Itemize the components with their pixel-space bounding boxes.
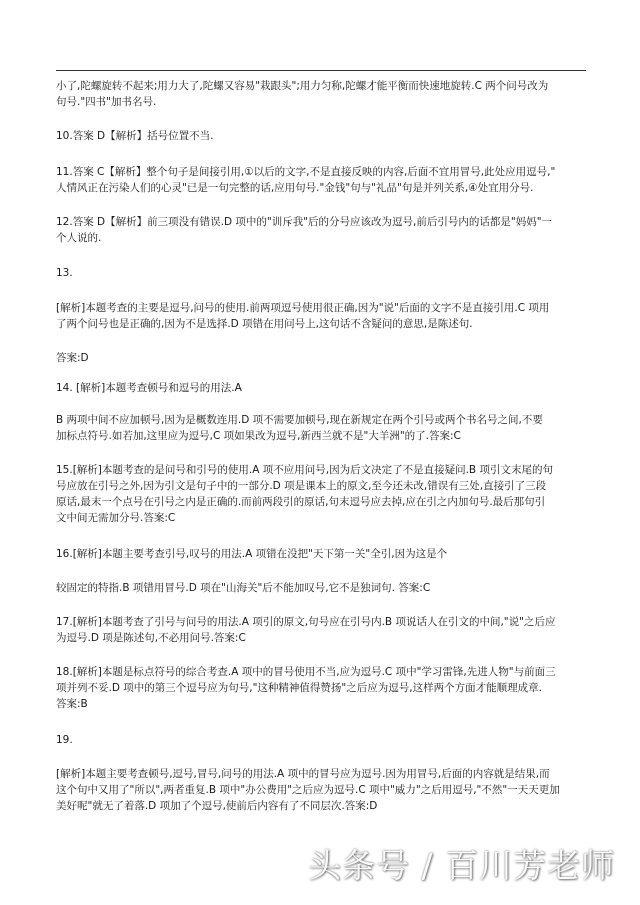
text-line: 了两个问号也是正确的,因为不是选择.D 项错在用问号上,这句话不含疑问的意思,是陈述句. <box>56 318 473 330</box>
text-line: 较固定的特指.B 项错用冒号.D 项在"山海关"后不能加叹号,它不是独词句. 答案:C <box>56 582 431 594</box>
paragraph-12 <box>56 214 586 246</box>
paragraph-19-analysis <box>56 766 586 814</box>
text-line: 小了,陀螺旋转不起来;用力大了,陀螺又容易"栽跟头";用力匀称,陀螺才能平衡而快速地旋转.C 两个问号改为 <box>56 80 549 92</box>
paragraph-16-cont <box>56 580 586 596</box>
text-line: 美好呢"就无了着落.D 项加了个逗号,使前后内容有了不同层次.答案:D <box>56 800 378 812</box>
text-line: 号应放在引号之外,因为引文是句子中的一部分.D 项是课本上的原文,至今还未改,错误有三处,直接引了三段 <box>56 480 547 492</box>
text-line: 个人说的. <box>56 232 102 244</box>
text-line: 11.答案 C【解析】整个句子是间接引用,①以后的文字,不是直接反映的内容,后面不宜用冒号,此处应用逗号," <box>56 166 556 178</box>
text-line: 17.[解析]本题考查了引号与问号的用法.A 项引的原文,句号应在引号内.B 项说话人在引文的中间,"说"之后应 <box>56 616 556 628</box>
text-line: 原话,最末一个点号在引号之内是正确的.而前两段引的原话,句末逗号应去掉,应在引之内加句号.最后那句引 <box>56 496 546 508</box>
text-line: 19. <box>56 734 73 746</box>
text-line: B 两项中间不应加顿号,因为是概数连用.D 项不需要加顿号,现在新规定在两个引号或两个书名号之间,不要 <box>56 414 543 426</box>
header-rule <box>56 70 586 71</box>
document-page <box>56 0 586 905</box>
paragraph-17 <box>56 614 586 646</box>
paragraph-13-analysis <box>56 300 586 332</box>
paragraph-13-answer <box>56 350 586 366</box>
text-line: 句号."四书"加书名号. <box>56 96 157 108</box>
paragraph-14 <box>56 380 586 396</box>
text-line: 文中间无需加分号.答案:C <box>56 512 176 524</box>
text-line: 答案:D <box>56 352 89 364</box>
watermark: 头条号 / 百川芳老师 <box>308 846 616 885</box>
text-line: 15.[解析]本题考查的是问号和引号的使用.A 项不应用问号,因为后文决定了不是直接疑问.B 项引文末尾的句 <box>56 464 553 476</box>
paragraph-11 <box>56 164 586 196</box>
paragraph-15 <box>56 462 586 526</box>
text-line: 18.[解析]本题是标点符号的综合考查.A 项中的冒号使用不当,应为逗号.C 项中"学习雷锋,先进人物"与前面三 <box>56 666 556 678</box>
text-line: 人情风正在污染人们的心灵"已是一句完整的话,应用句号."金钱"句与"礼品"句是并列关系,④处宜用分号. <box>56 182 534 194</box>
text-line: 项并列不妥.D 项中的第三个逗号应为句号,"这种精神值得赞扬"之后应为逗号,这样两个方面才能顺理成章. <box>56 682 542 694</box>
paragraph-19-number <box>56 732 586 748</box>
text-line: 14. [解析]本题考查顿号和逗号的用法.A <box>56 382 242 394</box>
paragraph-14-cont <box>56 412 586 444</box>
text-line: 12.答案 D【解析】前三项没有错误.D 项中的"训斥我"后的分号应该改为逗号,前后引号内的话都是"妈妈"一 <box>56 216 553 228</box>
paragraph-10 <box>56 128 586 144</box>
paragraph-cont <box>56 78 586 110</box>
text-line: 为逗号.D 项是陈述句,不必用问号.答案:C <box>56 632 246 644</box>
paragraph-18 <box>56 664 586 712</box>
paragraph-16 <box>56 546 586 562</box>
text-line: [解析]本题主要考查顿号,逗号,冒号,问号的用法.A 项中的冒号应为逗号.因为用冒号,后面的内容就是结果,而 <box>56 768 550 780</box>
text-line: 16.[解析]本题主要考查引号,叹号的用法.A 项错在没把"天下第一关"全引,因为这是个 <box>56 548 448 560</box>
text-line: 13. <box>56 267 73 279</box>
text-line: 加标点符号.如若加,这里应为逗号,C 项如果改为逗号,新西兰就不是"大羊洲"的了.答案:C <box>56 430 461 442</box>
text-line: 答案:B <box>56 698 88 710</box>
paragraph-13-number <box>56 265 586 281</box>
text-line: 10.答案 D【解析】括号位置不当. <box>56 130 214 142</box>
text-line: [解析]本题考查的主要是逗号,问号的使用.前两项逗号使用很正确,因为"说"后面的文字不是直接引用.C 项用 <box>56 302 550 314</box>
text-line: 这个句中又用了"所以",两者重复.B 项中"办公费用"之后应为逗号.C 项中"威力"之后用逗号,"不然"一天天更加 <box>56 784 560 796</box>
